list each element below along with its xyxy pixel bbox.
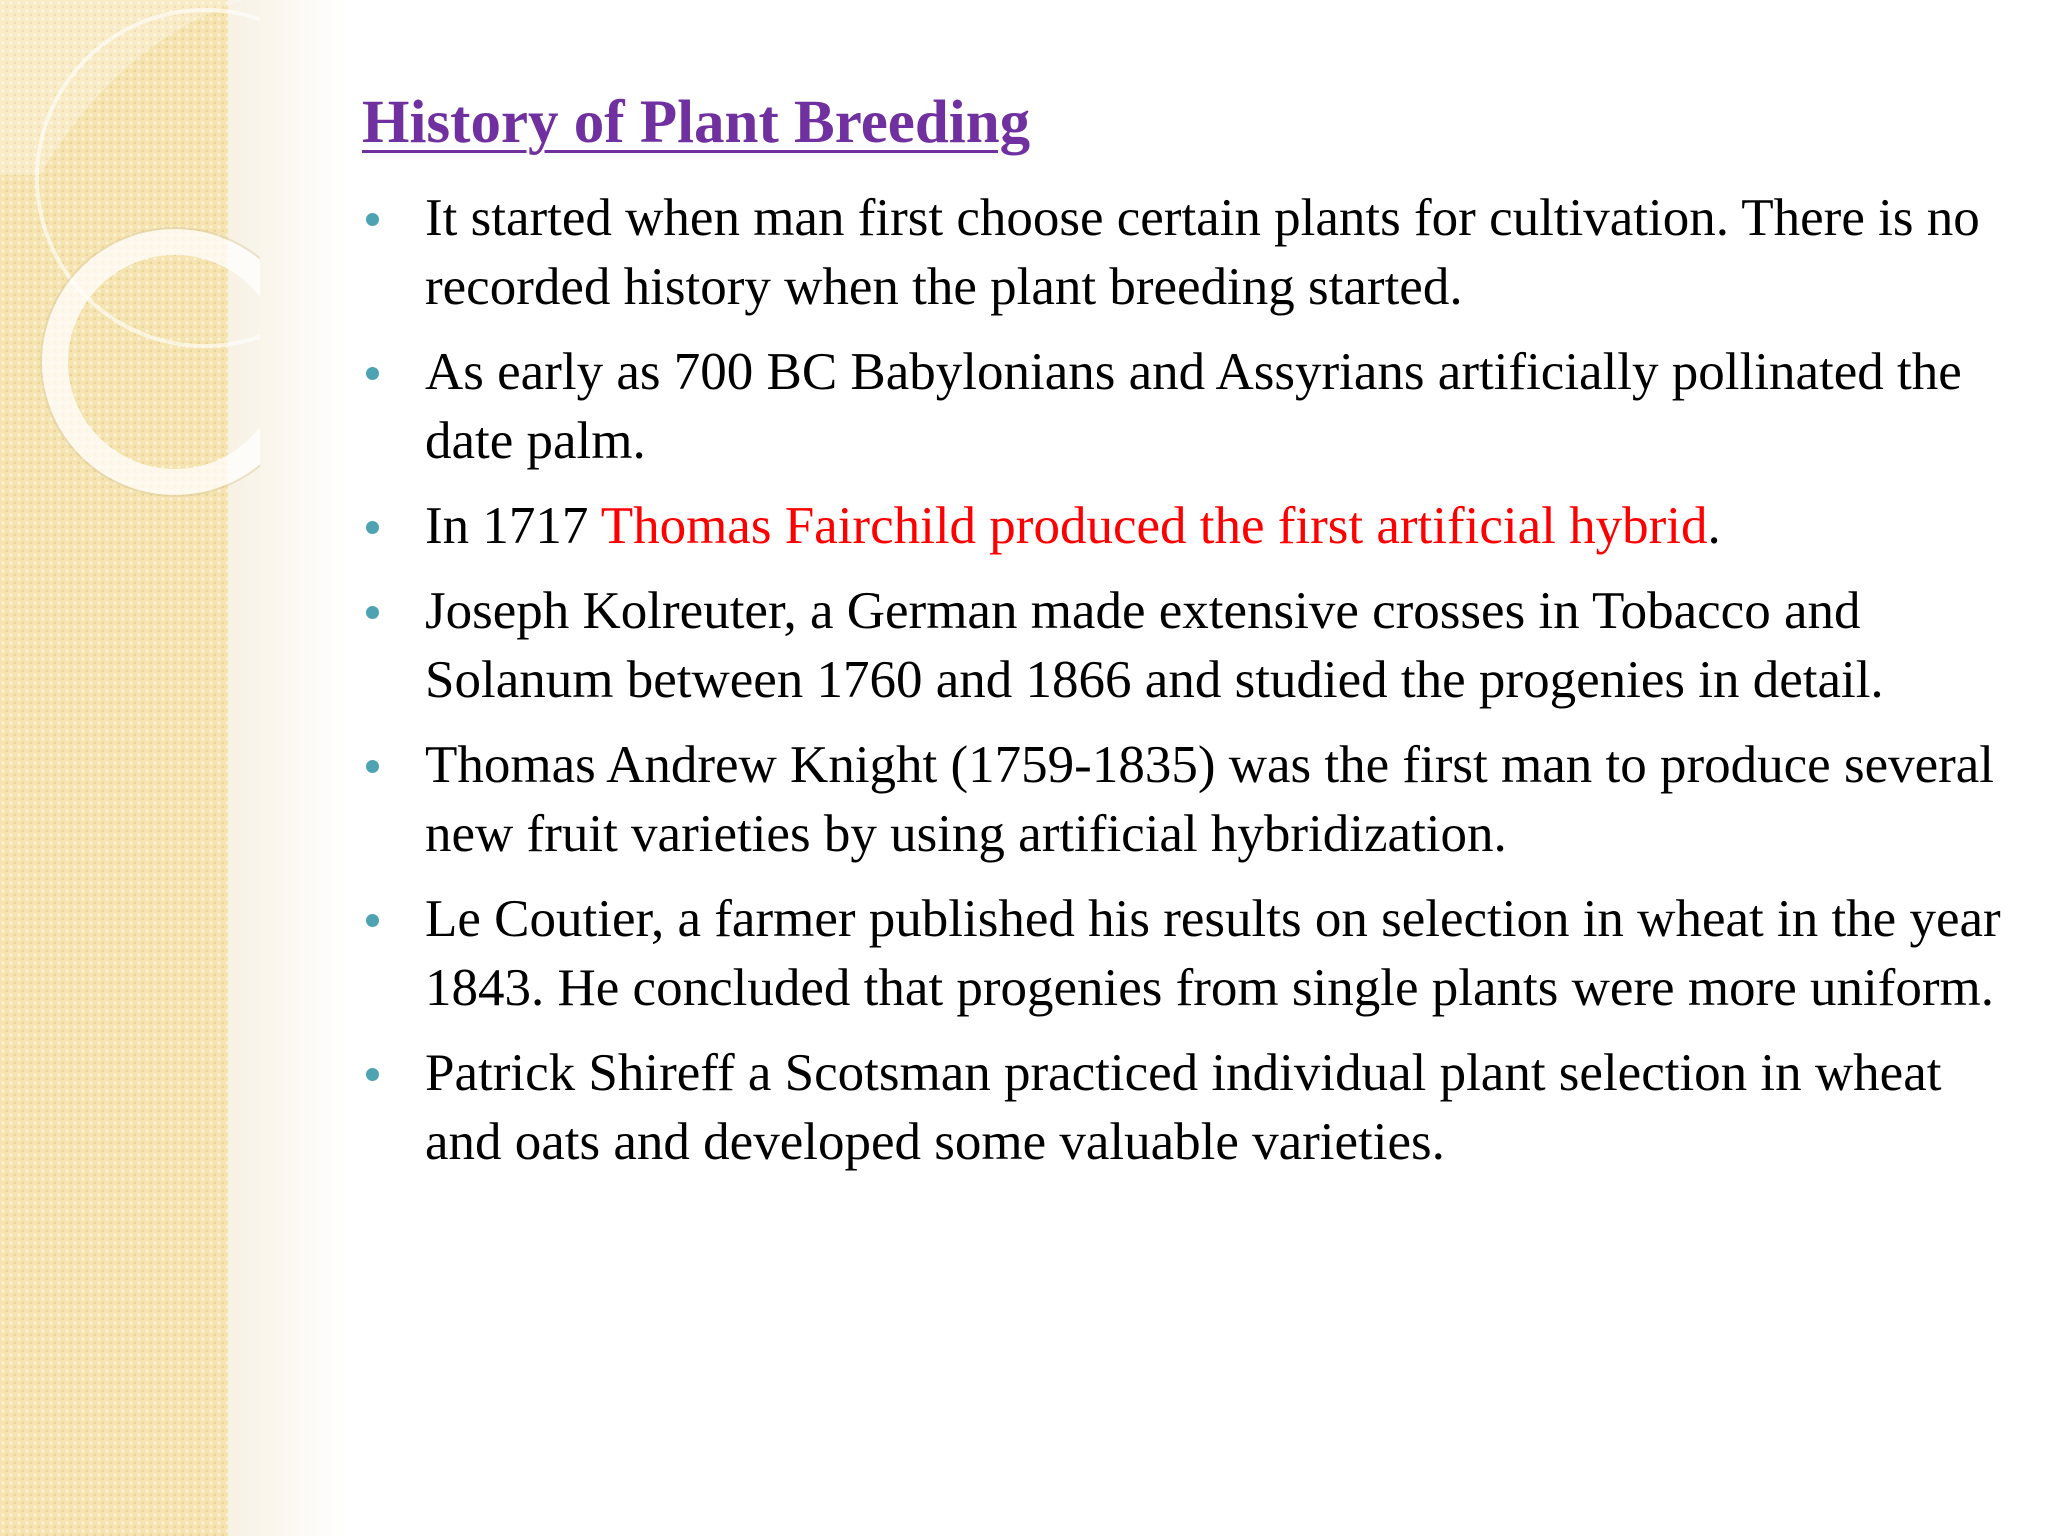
bullet-dot-icon	[366, 1068, 379, 1081]
bullet-item	[362, 885, 2002, 1023]
bullet-text: Patrick Shireff a Scotsman practiced individual plant selection in wheat and oats and developed some valuable varieties.	[425, 1044, 1942, 1171]
bullet-text: It started when man first choose certain plants for cultivation. There is no recorded history when the plant breeding started.	[425, 189, 1980, 316]
bullet-dot-icon	[366, 760, 379, 773]
bullet-dot-icon	[366, 213, 379, 226]
bullet-text: As early as 700 BC Babylonians and Assyrians artificially pollinated the date palm.	[425, 343, 1962, 470]
bullet-dot-icon	[366, 521, 379, 534]
thick-ring	[55, 242, 260, 482]
bullet-dot-icon	[366, 606, 379, 619]
bullet-text-suffix: .	[1707, 497, 1721, 555]
bullet-item	[362, 1039, 2002, 1177]
bullet-dot-icon	[366, 914, 379, 927]
bullet-text: Le Coutier, a farmer published his results on selection in wheat in the year 1843. He concluded that progenies from single plants were more uniform.	[425, 890, 2001, 1017]
bullet-text: Thomas Andrew Knight (1759-1835) was the first man to produce several new fruit varieties by using artificial hybridization.	[425, 736, 1995, 863]
bullet-item	[362, 577, 2002, 715]
ring-ornament	[0, 0, 260, 520]
bullet-text-prefix: In 1717	[425, 497, 601, 555]
bullet-item	[362, 492, 2002, 561]
bullet-dot-icon	[366, 367, 379, 380]
bullet-list	[362, 184, 2002, 1193]
bullet-text: Joseph Kolreuter, a German made extensive crosses in Tobacco and Solanum between 1760 and 1866 and studied the progenies in detail.	[425, 582, 1884, 709]
bullet-item	[362, 731, 2002, 869]
slide-title: History of Plant Breeding	[362, 89, 1031, 156]
bullet-item	[362, 338, 2002, 476]
corner-swoosh	[0, 0, 245, 175]
bullet-item	[362, 184, 2002, 322]
bullet-text-highlight: Thomas Fairchild produced the first artificial hybrid	[600, 497, 1708, 555]
